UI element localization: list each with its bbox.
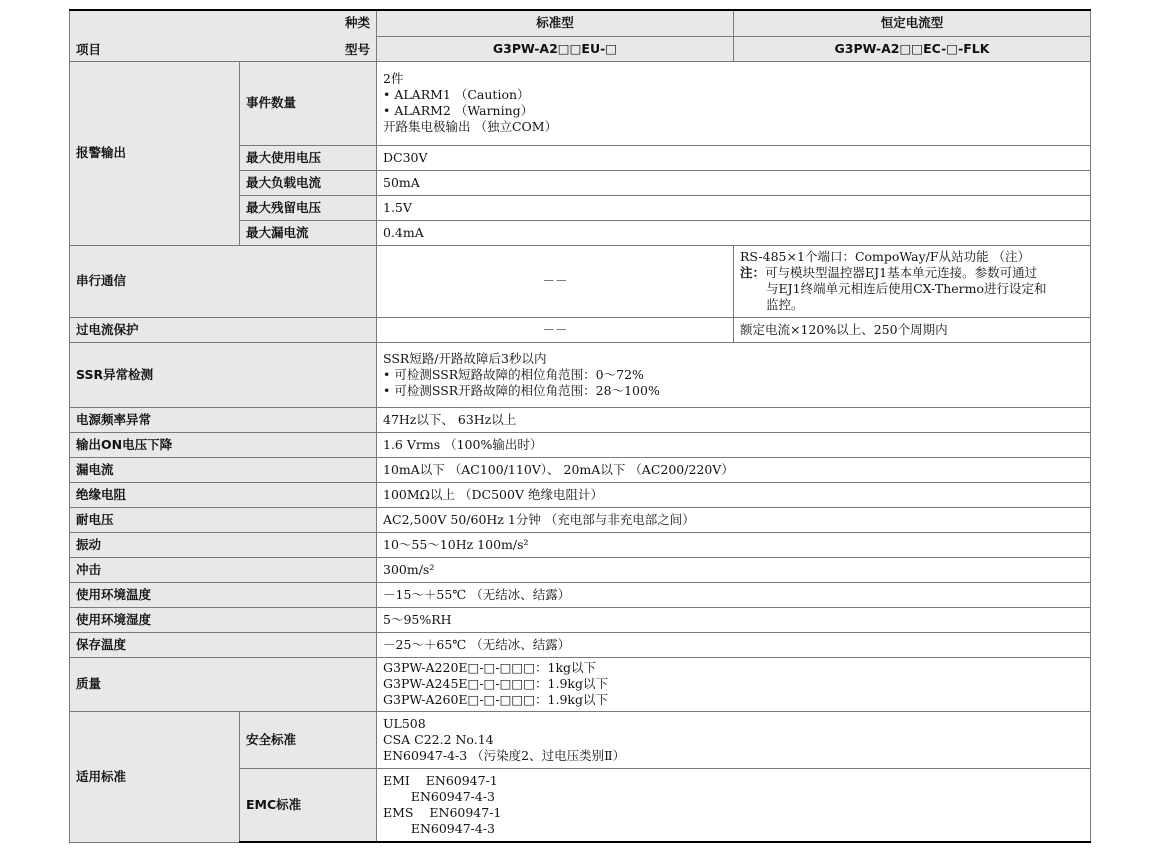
max-voltage-value: DC30V — [377, 145, 1091, 170]
serial-constant-value — [734, 245, 1091, 317]
ssr-detection-value — [377, 342, 1091, 407]
spec-row-label: 保存温度 — [70, 632, 377, 657]
safety-standard-label: 安全标准 — [240, 711, 377, 768]
event-count-value — [377, 61, 1091, 145]
emc-line: EN60947-4-3 — [383, 788, 495, 804]
safety-line: UL508 — [383, 715, 426, 731]
spec-row-label: 冲击 — [70, 557, 377, 582]
mass-label: 质量 — [70, 657, 377, 711]
serial-line: RS-485×1个端口：CompoWay/F从站功能 （注） — [740, 249, 1031, 264]
spec-row-value: 10～55～10Hz 100m/s² — [377, 532, 1091, 557]
spec-row-value: 5～95%RH — [377, 607, 1091, 632]
max-voltage-label: 最大使用电压 — [240, 145, 377, 170]
max-leak-label: 最大漏电流 — [240, 220, 377, 245]
spec-row-label: 使用环境湿度 — [70, 607, 377, 632]
emc-standard-label: EMC标准 — [240, 768, 377, 842]
serial-note-line: 与EJ1终端单元相连后使用CX-Thermo进行设定和 — [766, 281, 1047, 296]
max-leak-value: 0.4mA — [377, 220, 1091, 245]
spec-row-label: 输出ON电压下降 — [70, 432, 377, 457]
safety-line: EN60947-4-3 （污染度2、过电压类别Ⅱ） — [383, 747, 626, 763]
max-load-value: 50mA — [377, 170, 1091, 195]
header-model-standard: G3PW-A2□□EU-□ — [377, 36, 734, 61]
safety-standard-value — [377, 711, 1091, 768]
ssr-line: • 可检测SSR开路故障的相位角范围：28～100% — [383, 383, 1084, 399]
spec-row-value: －15～＋55℃ （无结冰、结露） — [377, 582, 1091, 607]
serial-standard-value: －－ — [377, 245, 734, 317]
spec-row-label: 耐电压 — [70, 507, 377, 532]
header-kind-label: 种类 — [344, 15, 370, 30]
event-count-line: • ALARM2 （Warning） — [383, 103, 1084, 119]
mass-value — [377, 657, 1091, 711]
overcurrent-standard-value: －－ — [377, 317, 734, 342]
spec-row-label: 振动 — [70, 532, 377, 557]
header-constant-current-type: 恒定电流型 — [734, 10, 1091, 36]
emc-line: EMI EN60947-1 — [383, 772, 498, 788]
header-item-label: 项目 — [76, 41, 102, 57]
spec-row-value: 10mA以下 （AC100/110V）、 20mA以下 （AC200/220V） — [377, 457, 1091, 482]
spec-row-value: 100MΩ以上 （DC500V 绝缘电阻计） — [377, 482, 1091, 507]
specification-table — [69, 9, 1091, 843]
emc-line: EMS EN60947-1 — [383, 804, 502, 820]
ssr-line: • 可检测SSR短路故障的相位角范围：0～72% — [383, 367, 1084, 383]
note-prefix: 注： — [740, 265, 766, 280]
event-count-line: • ALARM1 （Caution） — [383, 87, 1084, 103]
spec-row-label: 使用环境温度 — [70, 582, 377, 607]
max-residual-label: 最大残留电压 — [240, 195, 377, 220]
serial-note-line: 可与模块型温控器EJ1基本单元连接。参数可通过 — [765, 265, 1038, 280]
ssr-line: SSR短路/开路故障后3秒以内 — [383, 350, 547, 366]
applicable-standards-label: 适用标准 — [70, 711, 240, 842]
header-corner-cell — [70, 10, 377, 61]
spec-row-label: 漏电流 — [70, 457, 377, 482]
spec-row-value: 1.6 Vrms （100%输出时） — [377, 432, 1091, 457]
event-count-line: 开路集电极输出 （独立COM） — [383, 119, 558, 134]
mass-line: G3PW-A260E□-□-□□□：1.9kg以下 — [383, 692, 608, 707]
safety-line: CSA C22.2 No.14 — [383, 731, 494, 747]
alarm-output-label: 报警输出 — [70, 61, 240, 245]
spec-row-label: 电源频率异常 — [70, 407, 377, 432]
max-load-label: 最大负载电流 — [240, 170, 377, 195]
header-model-label: 型号 — [344, 41, 370, 57]
header-model-constant: G3PW-A2□□EC-□-FLK — [734, 36, 1091, 61]
spec-row-label: 绝缘电阻 — [70, 482, 377, 507]
serial-comm-label: 串行通信 — [70, 245, 377, 317]
spec-row-value: －25～＋65℃ （无结冰、结露） — [377, 632, 1091, 657]
header-standard-type: 标准型 — [377, 10, 734, 36]
overcurrent-constant-value: 额定电流×120%以上、250个周期内 — [734, 317, 1091, 342]
event-count-line: 2件 — [383, 71, 404, 86]
overcurrent-label: 过电流保护 — [70, 317, 377, 342]
spec-row-value: 47Hz以下、 63Hz以上 — [377, 407, 1091, 432]
emc-line: EN60947-4-3 — [383, 820, 495, 836]
max-residual-value: 1.5V — [377, 195, 1091, 220]
spec-row-value: AC2,500V 50/60Hz 1分钟 （充电部与非充电部之间） — [377, 507, 1091, 532]
mass-line: G3PW-A245E□-□-□□□：1.9kg以下 — [383, 676, 608, 691]
event-count-label: 事件数量 — [240, 61, 377, 145]
spec-row-value: 300m/s² — [377, 557, 1091, 582]
ssr-detection-label: SSR异常检测 — [70, 342, 377, 407]
serial-note-line: 监控。 — [766, 297, 804, 312]
emc-standard-value — [377, 768, 1091, 842]
mass-line: G3PW-A220E□-□-□□□：1kg以下 — [383, 660, 597, 675]
